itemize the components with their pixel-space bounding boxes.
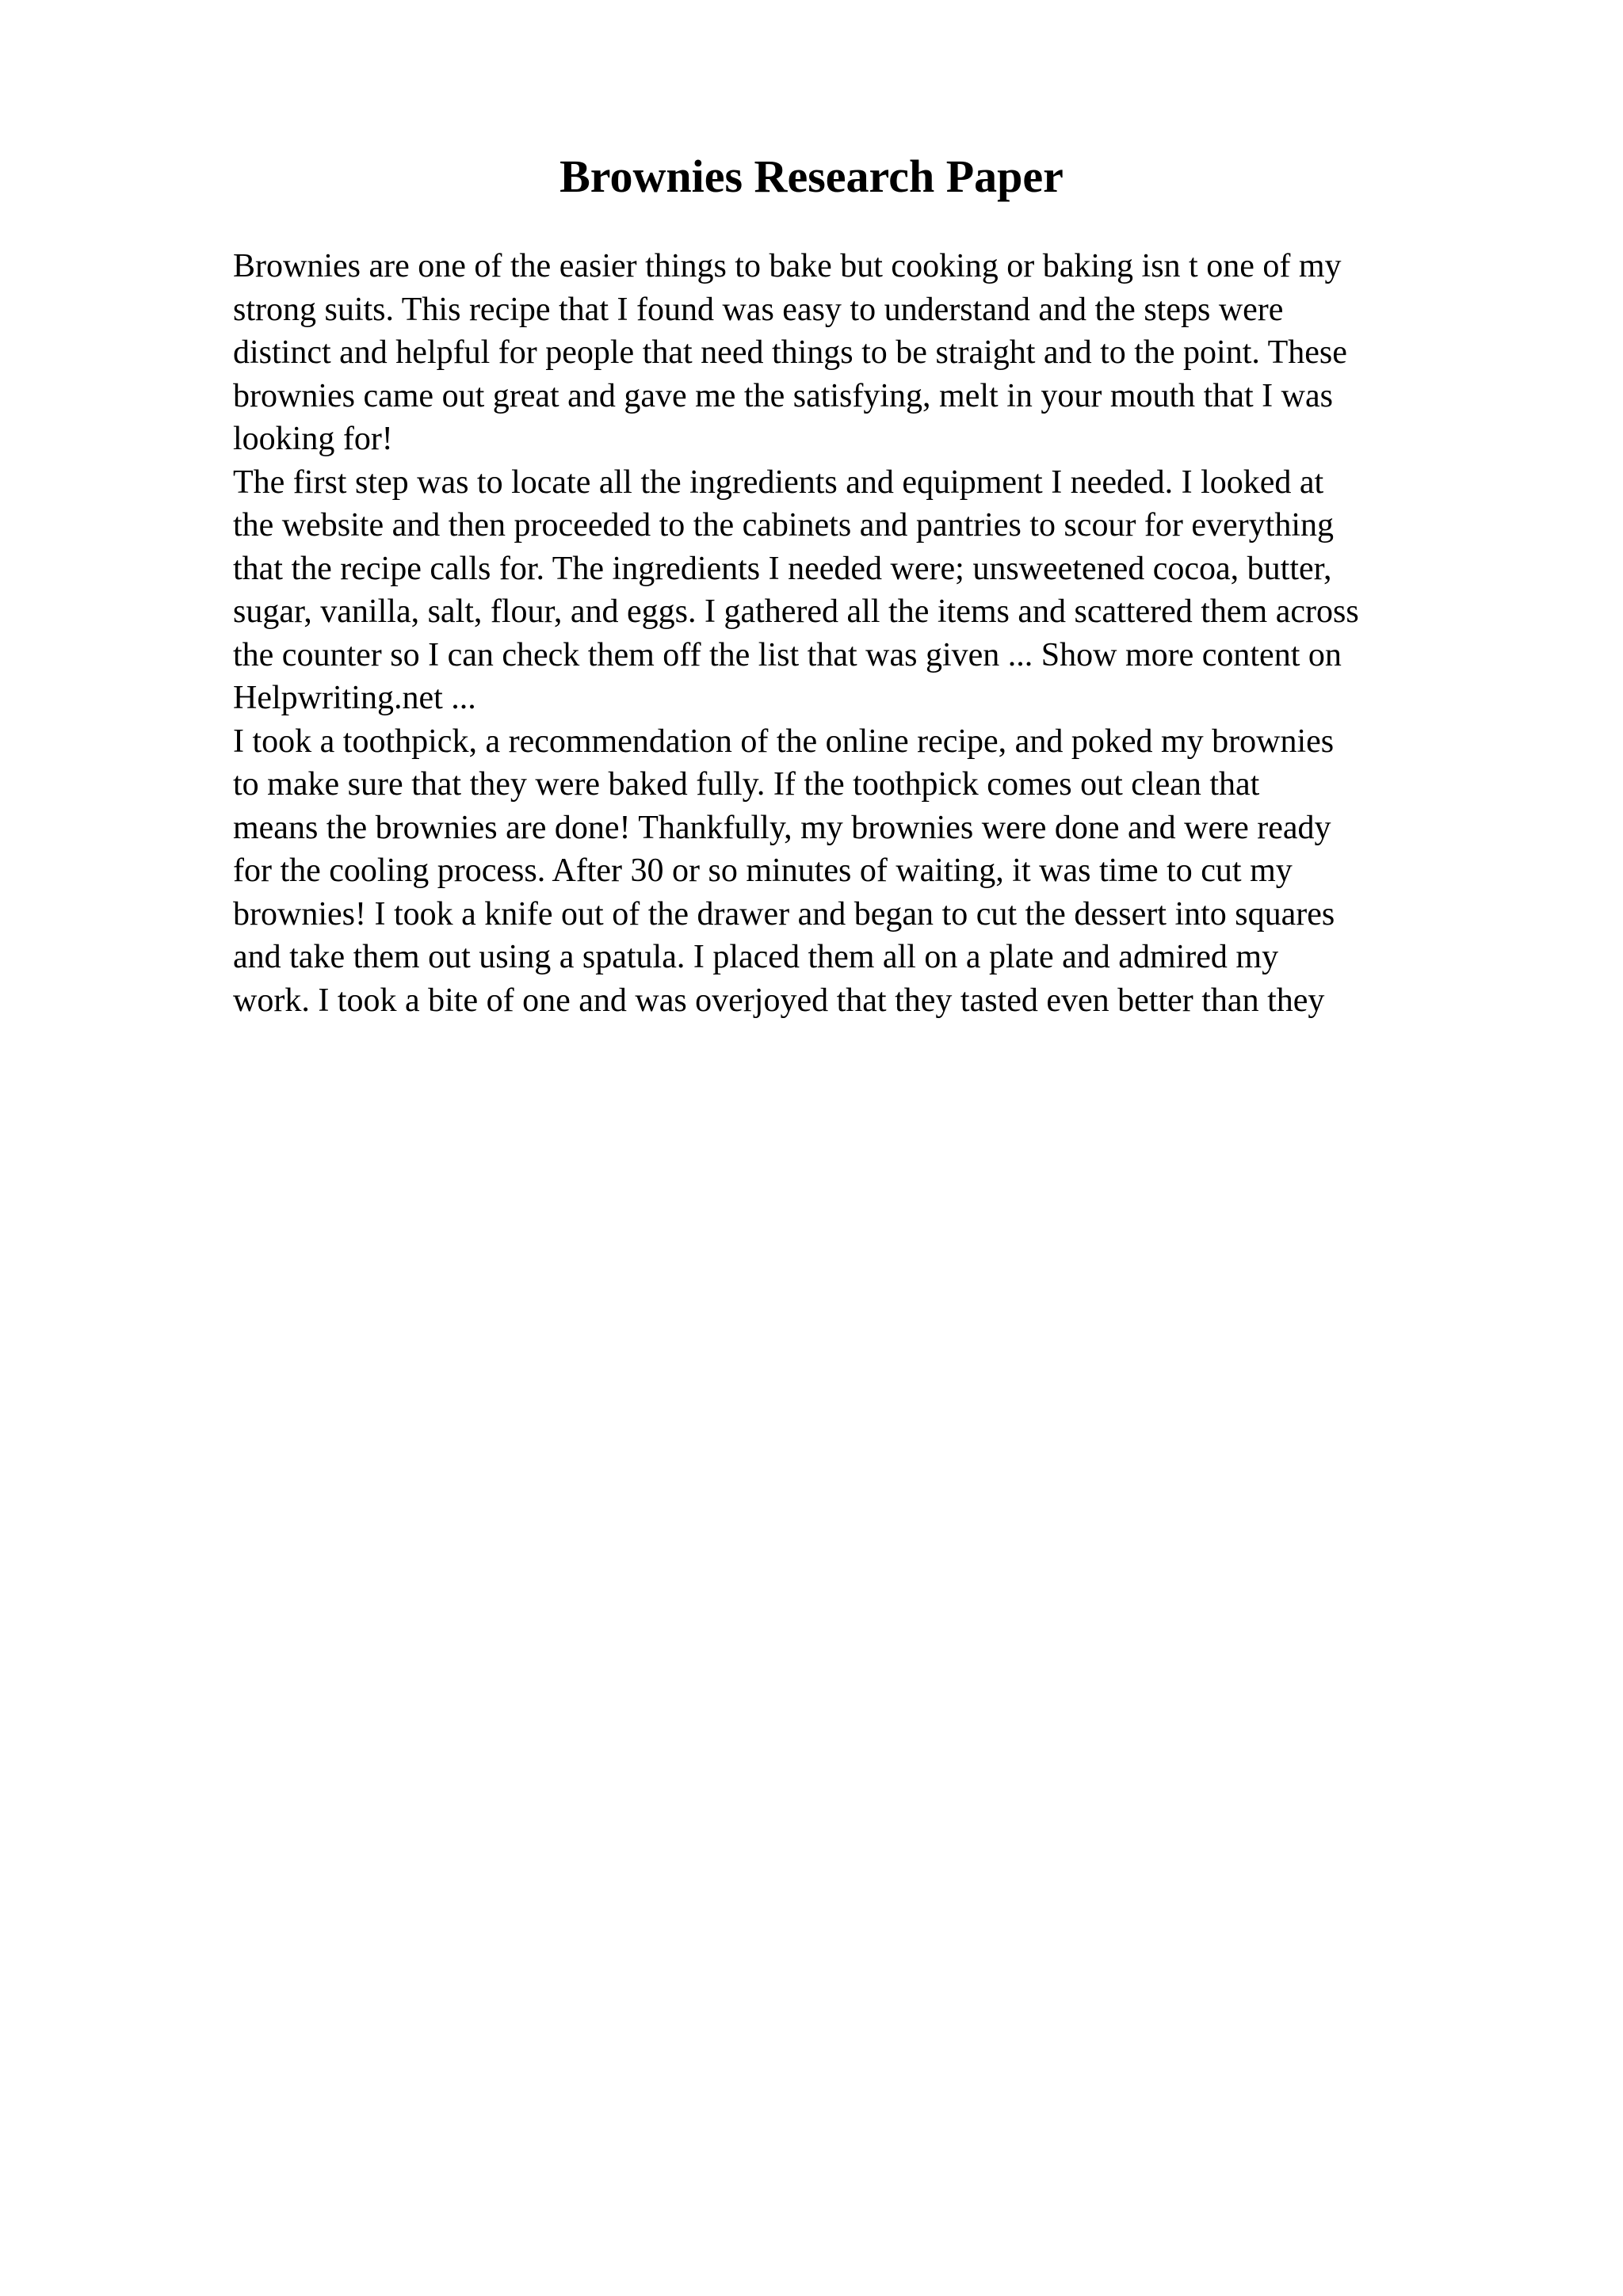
body-line: Brownies are one of the easier things to bake but cooking or baking isn t one of my	[233, 248, 1342, 284]
body-line: distinct and helpful for people that need things to be straight and to the point. These	[233, 334, 1347, 371]
body-line: Helpwriting.net ...	[233, 680, 476, 716]
body-line: means the brownies are done! Thankfully, my brownies were done and were ready	[233, 809, 1331, 846]
body-line: for the cooling process. After 30 or so minutes of waiting, it was time to cut my	[233, 852, 1293, 889]
body-line: and take them out using a spatula. I placed them all on a plate and admired my	[233, 939, 1279, 975]
body-line: work. I took a bite of one and was overjoyed that they tasted even better than they	[233, 982, 1325, 1019]
body-line: the website and then proceeded to the cabinets and pantries to scour for everything	[233, 507, 1335, 543]
body-line: that the recipe calls for. The ingredients I needed were; unsweetened cocoa, butter,	[233, 550, 1332, 587]
body-line: I took a toothpick, a recommendation of the online recipe, and poked my brownies	[233, 723, 1335, 760]
document-title: Brownies Research Paper	[559, 151, 1064, 202]
document-body	[233, 245, 1517, 1022]
body-line: The first step was to locate all the ingredients and equipment I needed. I looked at	[233, 463, 1324, 501]
body-line: looking for!	[233, 421, 393, 457]
body-line: sugar, vanilla, salt, flour, and eggs. I gathered all the items and scattered them across	[233, 593, 1359, 630]
body-line: brownies! I took a knife out of the drawer and began to cut the dessert into squares	[233, 895, 1335, 933]
body-line: brownies came out great and gave me the satisfying, melt in your mouth that I was	[233, 377, 1333, 414]
body-line: strong suits. This recipe that I found was easy to understand and the steps were	[233, 291, 1284, 328]
body-line: to make sure that they were baked fully. If the toothpick comes out clean that	[233, 766, 1260, 803]
body-line: the counter so I can check them off the list that was given ... Show more content on	[233, 636, 1342, 673]
